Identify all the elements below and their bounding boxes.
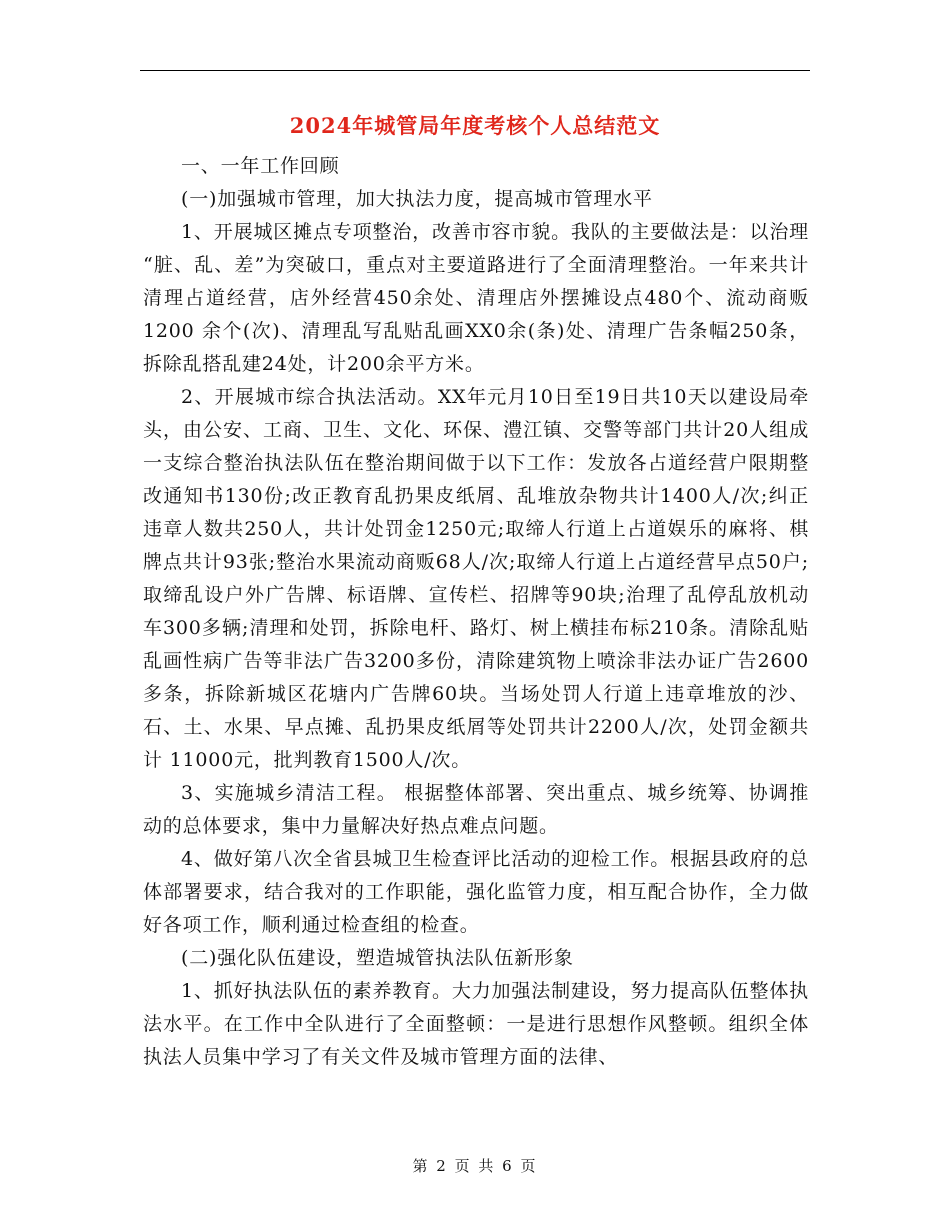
body-paragraph: 4、做好第八次全省县城卫生检查评比活动的迎检工作。根据县政府的总体部署要求，结合我对的工作职能，强化监管力度，相互配合协作，全力做好各项工作，顺利通过检查组的检查。 xyxy=(143,848,809,936)
subsection-heading-1: (一)加强城市管理，加大执法力度，提高城市管理水平 xyxy=(181,188,653,210)
document-title: 2024年城管局年度考核个人总结范文 xyxy=(289,113,661,138)
subsection-heading-2: (二)强化队伍建设，塑造城管执法队伍新形象 xyxy=(181,947,574,969)
page-number: 第 2 页 共 6 页 xyxy=(412,1157,538,1175)
body-paragraph: 3、实施城乡清洁工程。 根据整体部署、突出重点、城乡统筹、协调推动的总体要求，集中力量解决好热点难点问题。 xyxy=(143,782,809,837)
body-paragraph: 1、开展城区摊点专项整治，改善市容市貌。我队的主要做法是：以治理 “脏、乱、差”为突破口，重点对主要道路进行了全面清理整治。一年来共计清理占道经营，店外经营450余处、清理店外摆摊设点480个、流动商贩1200 余个(次)、清理乱写乱贴乱画XX0余(条)处、清理广告条幅250条，拆除乱搭乱建24处，计200余平方米。 xyxy=(143,221,809,375)
document-body xyxy=(143,150,809,1074)
header-rule xyxy=(140,70,810,71)
body-paragraph: 1、抓好执法队伍的素养教育。大力加强法制建设，努力提高队伍整体执法水平。在工作中全队进行了全面整顿：一是进行思想作风整顿。组织全体执法人员集中学习了有关文件及城市管理方面的法律、 xyxy=(143,980,809,1068)
body-paragraph: 2、开展城市综合执法活动。XX年元月10日至19日共10天以建设局牵头，由公安、工商、卫生、文化、环保、澧江镇、交警等部门共计20人组成一支综合整治执法队伍在整治期间做于以下工作：发放各占道经营户限期整改通知书130份;改正教育乱扔果皮纸屑、乱堆放杂物共计1400人/次;纠正违章人数共250人，共计处罚金1250元;取缔人行道上占道娱乐的麻将、棋牌点共计93张;整治水果流动商贩68人/次;取缔人行道上占道经营早点50户;取缔乱设户外广告牌、标语牌、宣传栏、招牌等90块;治理了乱停乱放机动车300多辆;清理和处罚，拆除电杆、路灯、树上横挂布标210条。清除乱贴乱画性病广告等非法广告3200多份，清除建筑物上喷涂非法办证广告2600 多条，拆除新城区花塘内广告牌60块。当场处罚人行道上违章堆放的沙、石、土、水果、早点摊、乱扔果皮纸屑等处罚共计2200人/次，处罚金额共计 11000元，批判教育1500人/次。 xyxy=(143,386,809,771)
section-heading-review: 一、一年工作回顾 xyxy=(181,155,340,177)
